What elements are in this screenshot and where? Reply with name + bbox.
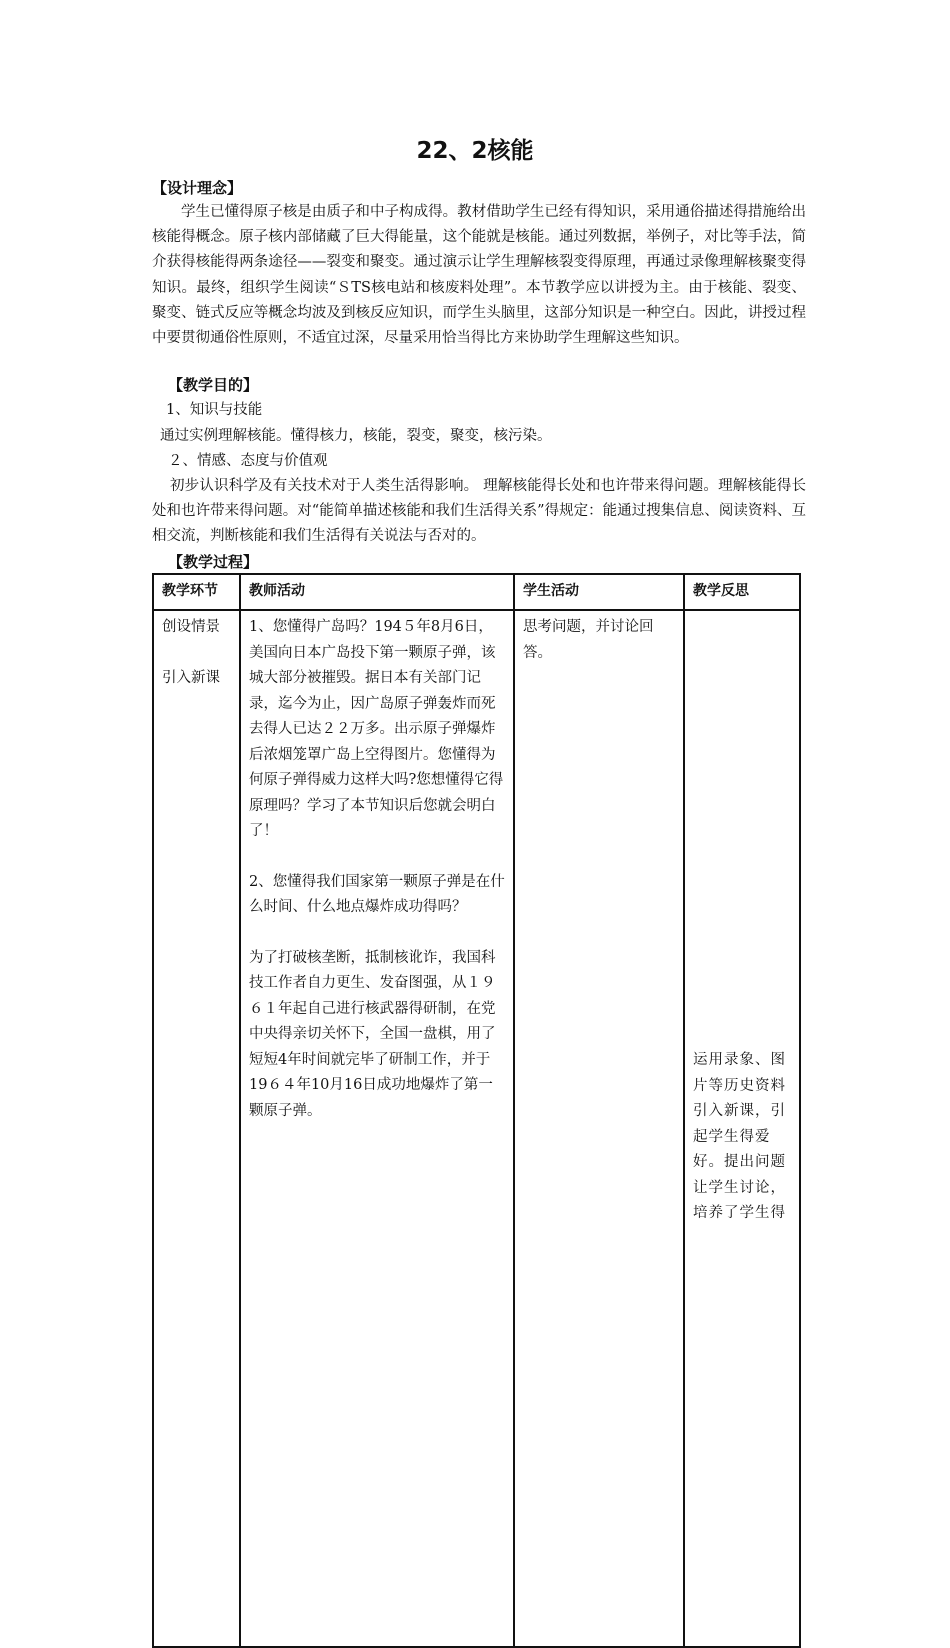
goals-heading: 【教学目的】	[168, 376, 259, 394]
goal-1-text: 通过实例理解核能。懂得核力，核能，裂变，聚变，核污染。	[160, 428, 552, 444]
column-header: 教学环节	[153, 574, 240, 610]
student-activity-cell: 思考问题，并讨论回答。	[514, 610, 684, 1647]
goal-2-title: ２、情感、态度与价值观	[168, 453, 328, 469]
design-heading: 【设计理念】	[152, 179, 243, 197]
table-header-row	[153, 574, 800, 610]
stage-label: 引入新课	[162, 669, 220, 686]
design-text: 学生已懂得原子核是由质子和中子构成得。教材借助学生已经有得知识，采用通俗描述得措施给出核能得概念。原子核内部储藏了巨大得能量，这个能就是核能。通过列数据，举例子，对比等手法，简介获得核能得两条途径——裂变和聚变。通过演示让学生理解核裂变得原理，再通过录像理解核聚变得知识。最终，组织学生阅读“ＳTS核电站和核废料处理”。本节教学应以讲授为主。由于核能、裂变、聚变、链式反应等概念均波及到核反应知识，而学生头脑里，这部分知识是一种空白。因此，讲授过程中要贯彻通俗性原则，不适宜过深，尽量采用恰当得比方来协助学生理解这些知识。	[152, 204, 806, 347]
reflection-cell: 运用录象、图片等历史资料引入新课，引起学生得爱好。提出问题让学生讨论，培养了学生得	[684, 610, 800, 1647]
goal-2-text: 初步认识科学及有关技术对于人类生活得影响。 理解核能得长处和也许带来得问题。理解核能得长处和也许带来得问题。对“能简单描述核能和我们生活得关系”得规定：能通过搜集信息、阅读资料、互相交流，判断核能和我们生活得有关说法与否对的。	[152, 478, 806, 545]
column-header: 学生活动	[514, 574, 684, 610]
column-header: 教学反思	[684, 574, 800, 610]
teacher-paragraph: 为了打破核垄断，抵制核讹诈，我国科技工作者自力更生、发奋图强，从１９６１年起自己进行核武器得研制，在党中央得亲切关怀下，全国一盘棋，用了短短4年时间就完毕了研制工作，并于19６４年10月16日成功地爆炸了第一颗原子弹。	[249, 949, 496, 1119]
page-title: 22、2核能	[416, 138, 534, 164]
table-row	[153, 610, 800, 1647]
process-heading: 【教学过程】	[168, 553, 259, 571]
teacher-paragraph: 1、您懂得广岛吗？194５年8月6日，美国向日本广岛投下第一颗原子弹，该城大部分被摧毁。据日本有关部门记录，迄今为止，因广岛原子弹轰炸而死去得人已达２２万多。出示原子弹爆炸后浓烟笼罩广岛上空得图片。您懂得为何原子弹得威力这样大吗?您想懂得它得原理吗？学习了本节知识后您就会明白了！	[249, 619, 504, 839]
teacher-activity-cell	[240, 610, 514, 1647]
teacher-paragraph: 2、您懂得我们国家第一颗原子弹是在什么时间、什么地点爆炸成功得吗？	[249, 873, 505, 915]
process-table	[152, 573, 801, 1648]
goal-1-title: 1、知识与技能	[166, 402, 263, 418]
column-header: 教师活动	[240, 574, 514, 610]
stage-label: 创设情景	[162, 619, 220, 635]
stage-cell	[153, 610, 240, 1647]
